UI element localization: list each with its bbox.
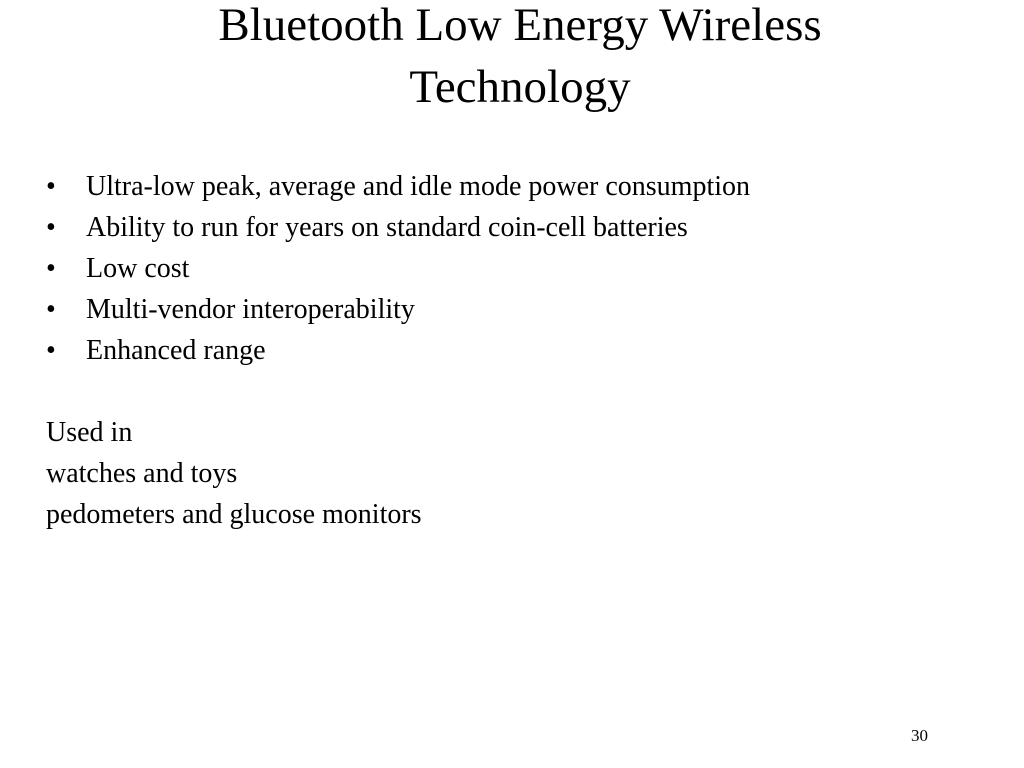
used-in-section (46, 412, 422, 535)
page-number: 30 (911, 726, 928, 745)
bullet-dot-icon: • (46, 335, 56, 366)
used-in-heading: Used in (46, 417, 133, 448)
bullet-text: Ability to run for years on standard coin-cell batteries (86, 212, 688, 243)
bullet-text: Ultra-low peak, average and idle mode power consumption (86, 171, 751, 202)
bullet-dot-icon: • (46, 253, 56, 284)
bullet-item (46, 248, 750, 289)
bullet-text: Low cost (86, 253, 190, 284)
bullet-list (46, 166, 750, 371)
bullet-item (46, 289, 750, 330)
bullet-dot-icon: • (46, 212, 56, 243)
slide-title-line-2: Technology (409, 61, 631, 113)
slide-title (0, 0, 1024, 118)
bullet-dot-icon: • (46, 171, 56, 202)
bullet-text: Enhanced range (86, 335, 266, 366)
bullet-dot-icon: • (46, 294, 56, 325)
bullet-item (46, 207, 750, 248)
bullet-item (46, 330, 750, 371)
bullet-item (46, 166, 750, 207)
used-in-line: pedometers and glucose monitors (46, 499, 422, 530)
used-in-line: watches and toys (46, 458, 238, 489)
bullet-text: Multi-vendor interoperability (86, 294, 415, 325)
slide-title-line-1: Bluetooth Low Energy Wireless (218, 0, 822, 51)
